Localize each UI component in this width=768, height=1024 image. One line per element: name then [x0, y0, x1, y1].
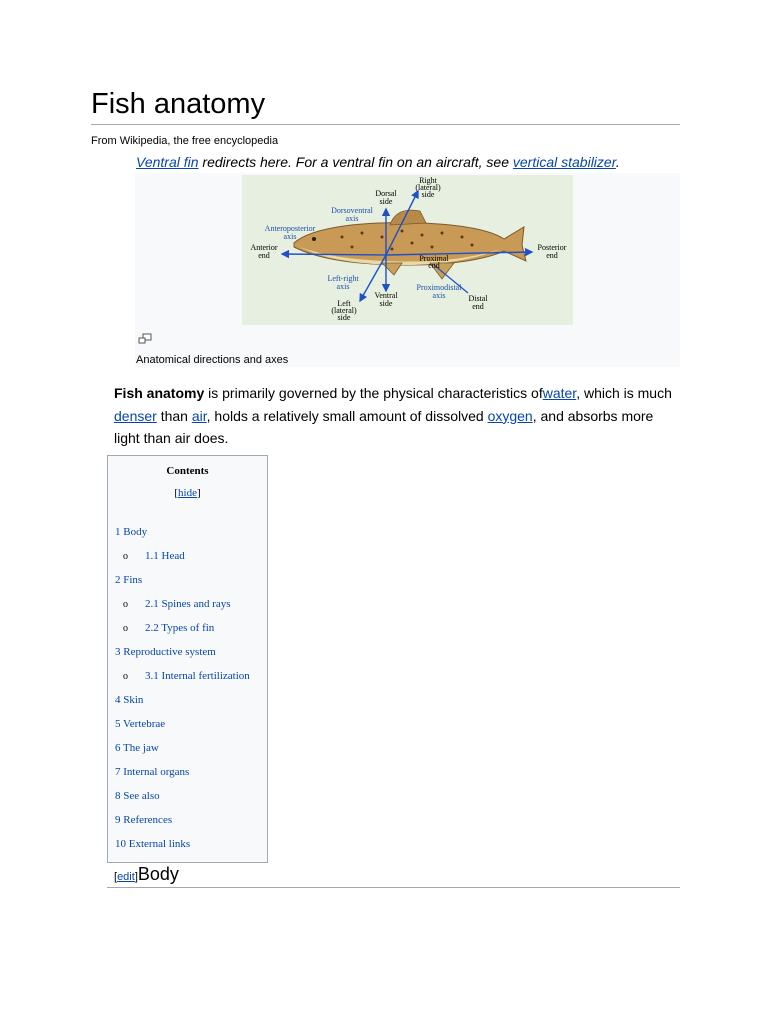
section-title: Body	[137, 864, 179, 884]
toc-item[interactable]: 9 References	[115, 814, 173, 826]
toc-item[interactable]: 1.1 Head	[145, 550, 185, 562]
intro-paragraph	[114, 382, 680, 450]
toc-toggle	[108, 487, 267, 499]
toc-item[interactable]: 7 Internal organs	[115, 766, 190, 778]
intro-text-5: , and absorbs more light than air does.	[114, 407, 654, 446]
toc-bullet: o	[123, 599, 128, 610]
air-link[interactable]: air	[191, 407, 207, 424]
hatnote-period: .	[615, 154, 620, 170]
figure-caption: Anatomical directions and axes	[136, 354, 289, 366]
denser-link[interactable]: denser	[114, 407, 157, 424]
hatnote	[136, 154, 620, 170]
label-distal-end: Distal end	[468, 294, 488, 311]
label-dorsal-side: Dorsal side	[375, 189, 397, 206]
intro-text-3: than	[156, 407, 192, 424]
toc-item[interactable]: 4 Skin	[115, 694, 144, 706]
label-proximal-end: Proximal end	[419, 254, 449, 270]
toc-item[interactable]: 3 Reproductive system	[115, 646, 216, 658]
label-left-right-axis: Left-right axis	[327, 274, 359, 291]
title-divider	[91, 124, 680, 125]
page-title: Fish anatomy	[91, 88, 266, 120]
figure-thumbnail	[135, 173, 680, 367]
toc-item[interactable]: 2.2 Types of fin	[145, 622, 215, 634]
toc-item[interactable]: 1 Body	[115, 526, 148, 538]
toc-item[interactable]: 2.1 Spines and rays	[145, 598, 231, 610]
label-anteroposterior-axis: Anteroposterior axis	[264, 224, 316, 241]
intro-bold-term: Fish anatomy	[114, 385, 205, 401]
site-subtitle: From Wikipedia, the free encyclopedia	[91, 135, 279, 147]
label-posterior-end: Posterior end	[537, 243, 567, 260]
intro-text-1: is primarily governed by the physical characteristics of	[204, 385, 543, 401]
label-proximodistal-axis: Proximodistal axis	[416, 283, 462, 300]
toc-title: Contents	[166, 465, 209, 477]
toc-item[interactable]: 10 External links	[115, 838, 191, 850]
toc-hide-link[interactable]: hide	[178, 487, 197, 499]
toc-item[interactable]: 5 Vertebrae	[115, 718, 166, 730]
toc-toggle-close-bracket: ]	[196, 487, 201, 499]
oxygen-link[interactable]: oxygen	[487, 407, 533, 424]
toc-item[interactable]: 2 Fins	[115, 574, 143, 586]
label-ventral-side: Ventral side	[374, 291, 398, 308]
toc-bullet: o	[123, 623, 128, 634]
table-of-contents	[107, 455, 268, 863]
section-divider	[107, 887, 680, 888]
toc-item[interactable]: 3.1 Internal fertilization	[145, 670, 250, 682]
toc-item[interactable]: 8 See also	[115, 790, 160, 802]
label-right-lateral-side: Right (lateral) side	[415, 176, 441, 199]
edit-link[interactable]: edit	[117, 871, 135, 883]
toc-toggle-open-bracket: [	[174, 487, 179, 499]
label-left-lateral-side: Left (lateral) side	[331, 299, 357, 322]
fish-anatomy-image[interactable]	[242, 175, 573, 325]
ventral-fin-link[interactable]: Ventral fin	[136, 154, 199, 170]
intro-text-4: , holds a relatively small amount of dissolved	[206, 407, 488, 424]
vertical-stabilizer-link[interactable]: vertical stabilizer	[512, 154, 616, 170]
label-dorsoventral-axis: Dorsoventral axis	[331, 206, 373, 223]
toc-bullet: o	[123, 551, 128, 562]
edit-open-bracket: [	[114, 871, 118, 883]
toc-item[interactable]: 6 The jaw	[115, 742, 159, 754]
label-anterior-end: Anterior end	[250, 243, 278, 260]
toc-bullet: o	[123, 671, 128, 682]
edit-close-bracket: ]	[134, 871, 138, 883]
intro-text-2: , which is much	[576, 385, 672, 401]
water-link[interactable]: water	[542, 385, 577, 401]
hatnote-text: redirects here. For a ventral fin on an aircraft, see	[198, 154, 513, 170]
magnify-icon[interactable]	[138, 333, 152, 345]
section-heading-body	[114, 864, 179, 885]
